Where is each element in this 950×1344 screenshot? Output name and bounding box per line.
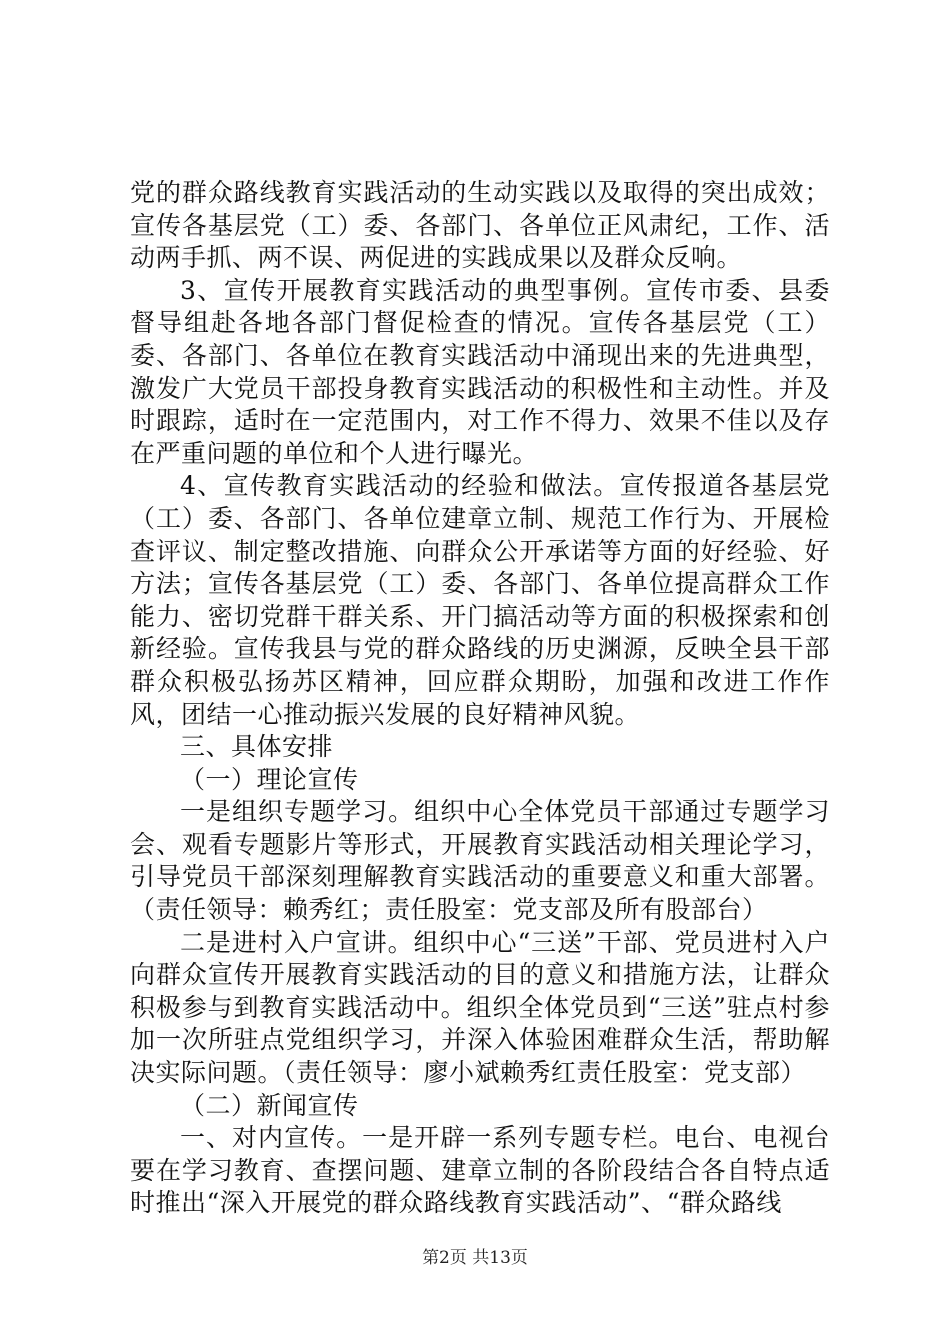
paragraph-item-3: 3、宣传开展教育实践活动的典型事例。宣传市委、县委督导组赴各地各部门督促检查的情况。宣传各基层党（工）委、各部门、各单位在教育实践活动中涌现出来的先进典型，激发广大党员干部投身教育实践活动的积极性和主动性。并及时跟踪，适时在一定范围内，对工作不得力、效果不佳以及存在严重问题的单位和个人进行曝光。 [130, 275, 830, 468]
paragraph-village-visits: 二是进村入户宣讲。组织中心“三送”干部、党员进村入户向群众宣传开展教育实践活动的目的意义和措施方法，让群众积极参与到教育实践活动中。组织全体党员到“三送”驻点村参加一次所驻点党组织学习，并深入体验困难群众生活，帮助解决实际问题。（责任领导：廖小斌赖秀红责任股室：党支部） [130, 927, 830, 1088]
page-footer: 第2页 共13页 [422, 1248, 528, 1268]
subheading-news: （二）新闻宣传 [180, 1090, 359, 1120]
section-heading-arrangement: 三、具体安排 [180, 732, 334, 762]
paragraph-continued: 党的群众路线教育实践活动的生动实践以及取得的突出成效；宣传各基层党（工）委、各部门、各单位正风肃纪，工作、活动两手抓、两不误、两促进的实践成果以及群众反响。 [130, 178, 830, 273]
subheading-theory: （一）理论宣传 [180, 764, 359, 794]
document-body [130, 177, 830, 1220]
paragraph-item-4: 4、宣传教育实践活动的经验和做法。宣传报道各基层党（工）委、各部门、各单位建章立制、规范工作行为、开展检查评议、制定整改措施、向群众公开承诺等方面的好经验、好方法；宣传各基层党（工）委、各部门、各单位提高群众工作能力、密切党群干群关系、开门搞活动等方面的积极探索和创新经验。宣传我县与党的群众路线的历史渊源，反映全县干部群众积极弘扬苏区精神，回应群众期盼，加强和改进工作作风，团结一心推动振兴发展的良好精神风貌。 [130, 471, 830, 729]
paragraph-internal-publicity: 一、对内宣传。一是开辟一系列专题专栏。电台、电视台要在学习教育、查摆问题、建章立制的各阶段结合各自特点适时推出“深入开展党的群众路线教育实践活动”、“群众路线 [130, 1123, 830, 1218]
paragraph-study: 一是组织专题学习。组织中心全体党员干部通过专题学习会、观看专题影片等形式，开展教育实践活动相关理论学习，引导党员干部深刻理解教育实践活动的重要意义和重大部署。（责任领导：赖秀红；责任股室：党支部及所有股部台） [130, 797, 830, 925]
